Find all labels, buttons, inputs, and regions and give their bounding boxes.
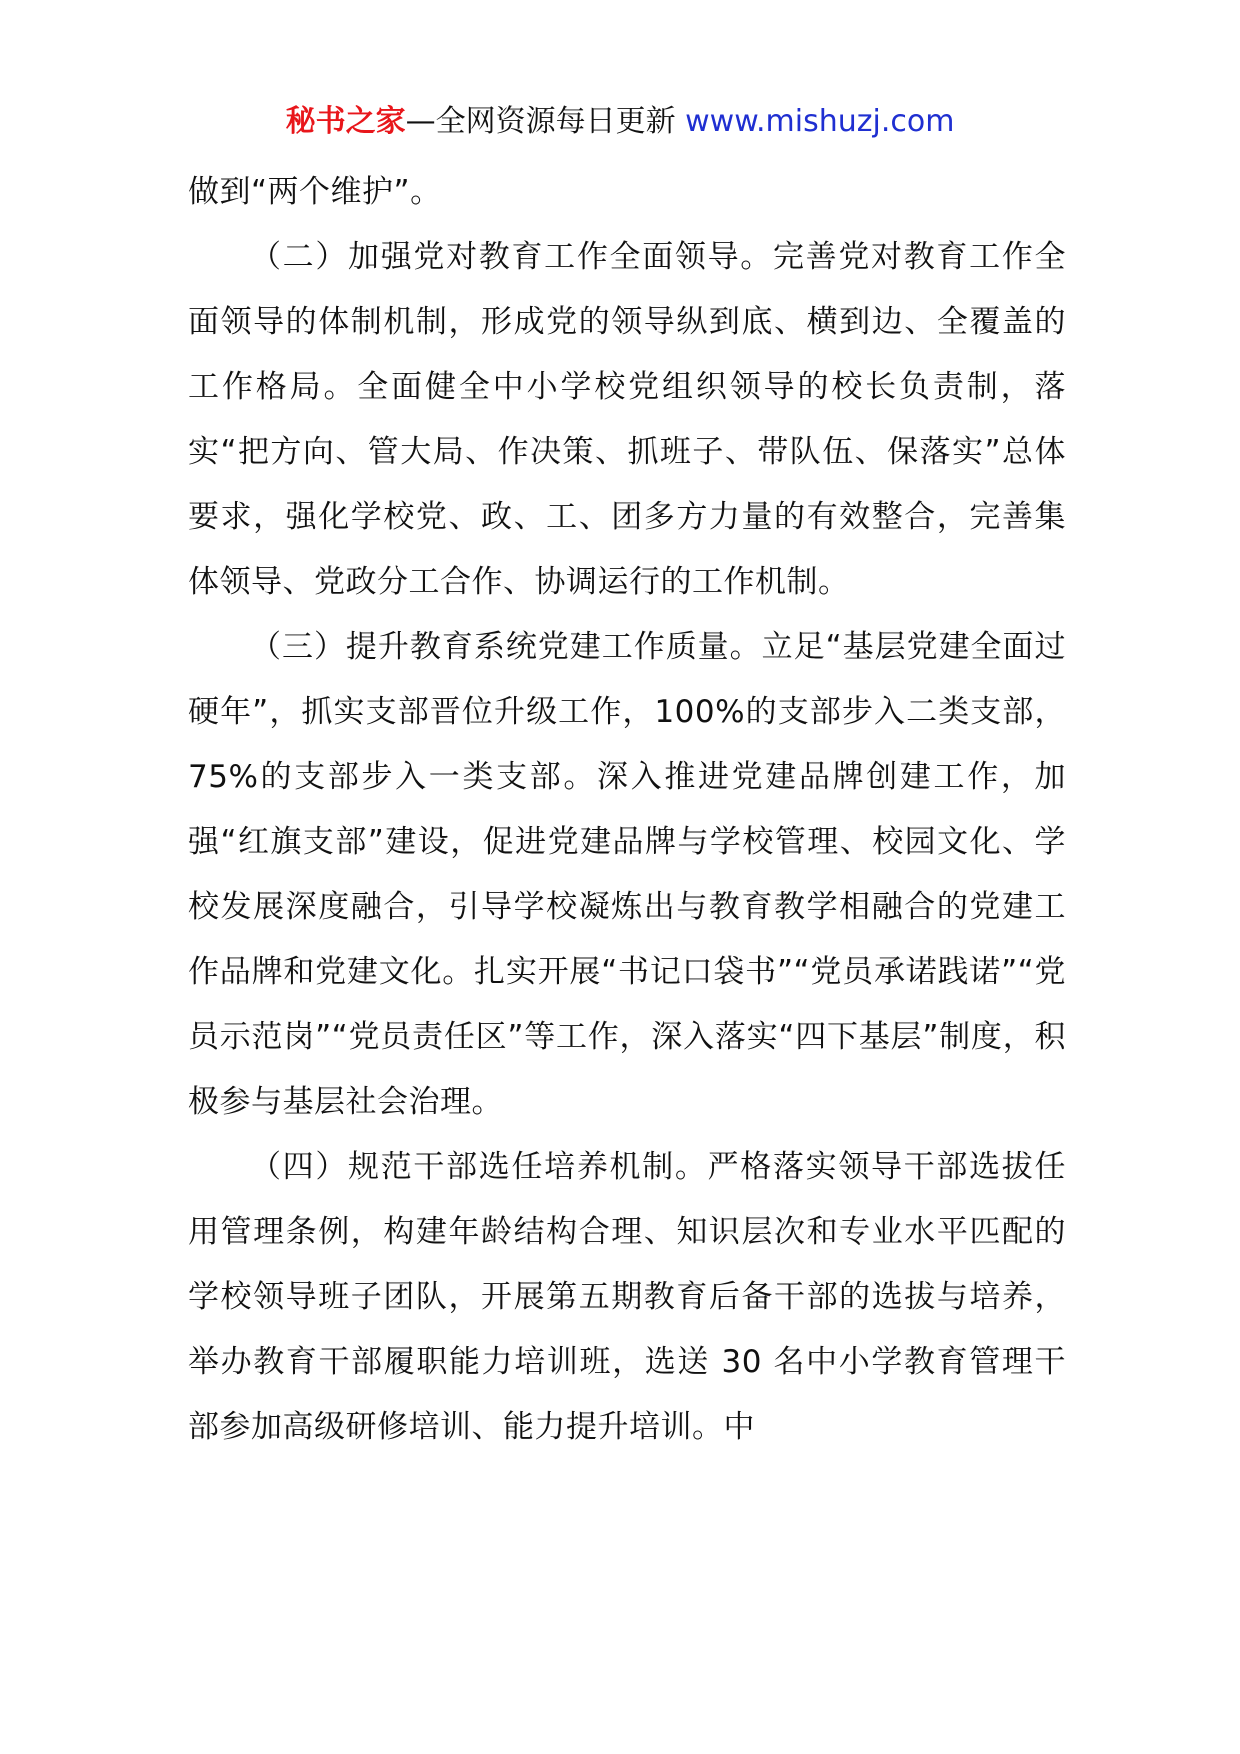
paragraph-section-4: （四）规范干部选任培养机制。严格落实领导干部选拔任用管理条例，构建年龄结构合理、知识层次和专业水平匹配的学校领导班子团队，开展第五期教育后备干部的选拔与培养，举办教育干部履职能力培训班，选送 30 名中小学教育管理干部参加高级研修培训、能力提升培训。中	[188, 1149, 1066, 1445]
paragraph-continuation: 做到“两个维护”。	[188, 174, 442, 210]
site-url[interactable]: www.mishuzj.com	[685, 104, 955, 139]
document-body	[188, 160, 1066, 1460]
paragraph-section-3: （三）提升教育系统党建工作质量。立足“基层党建全面过硬年”，抓实支部晋位升级工作，100%的支部步入二类支部，75%的支部步入一类支部。深入推进党建品牌创建工作，加强“红旗支部”建设，促进党建品牌与学校管理、校园文化、学校发展深度融合，引导学校凝炼出与教育教学相融合的党建工作品牌和党建文化。扎实开展“书记口袋书”“党员承诺践诺”“党员示范岗”“党员责任区”等工作，深入落实“四下基层”制度，积极参与基层社会治理。	[188, 629, 1066, 1120]
page-header	[0, 102, 1240, 142]
paragraph-section-2: （二）加强党对教育工作全面领导。完善党对教育工作全面领导的体制机制，形成党的领导纵到底、横到边、全覆盖的工作格局。全面健全中小学校党组织领导的校长负责制，落实“把方向、管大局、作决策、抓班子、带队伍、保落实”总体要求，强化学校党、政、工、团多方力量的有效整合，完善集体领导、党政分工合作、协调运行的工作机制。	[188, 239, 1066, 600]
brand-name: 秘书之家	[285, 104, 406, 139]
header-tagline: —全网资源每日更新	[405, 104, 676, 139]
